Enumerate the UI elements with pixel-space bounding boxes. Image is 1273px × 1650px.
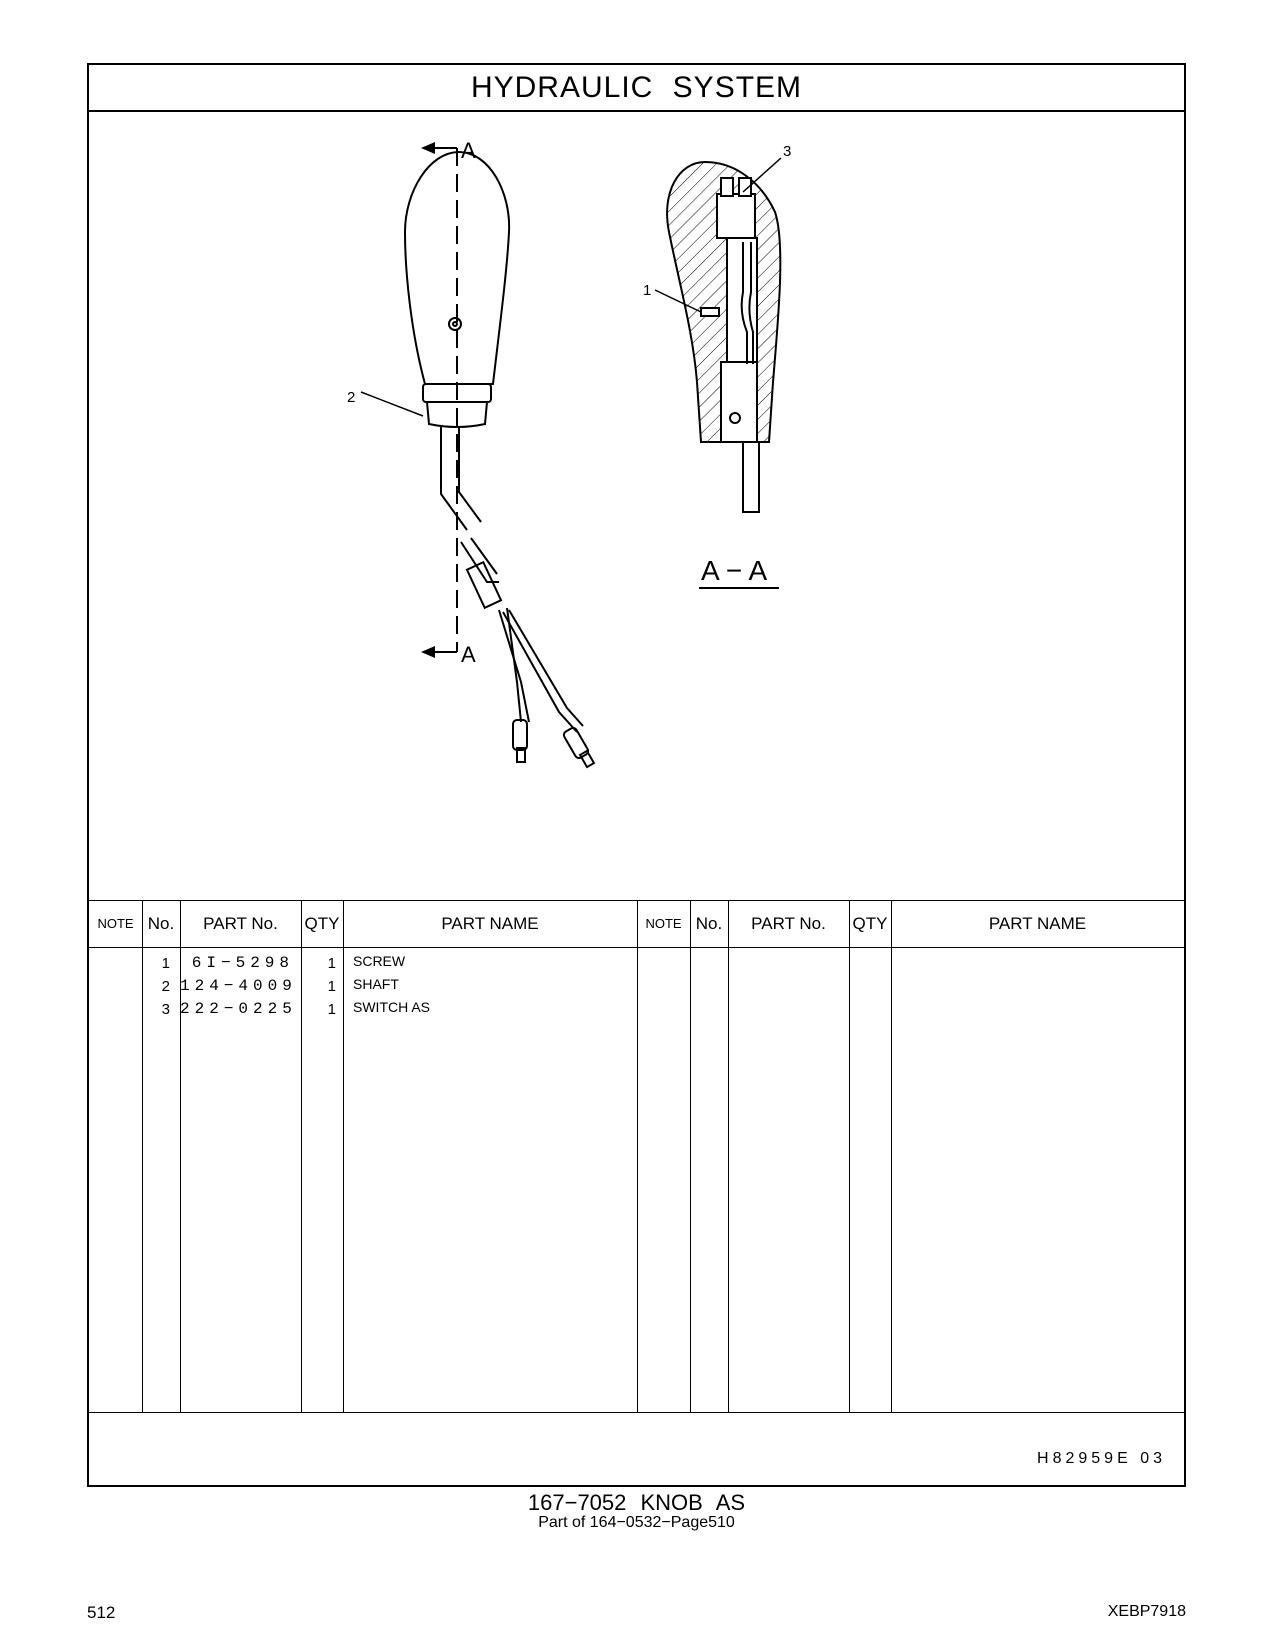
- header-no-left: No.: [147, 914, 175, 933]
- row-3-name: SWITCH AS: [353, 999, 431, 1015]
- row-2-no: 2: [161, 978, 170, 995]
- header-part-no-right: PART No.: [751, 914, 826, 933]
- row-1-part-no: 6I−5298: [191, 954, 294, 972]
- row-1-no: 1: [161, 955, 170, 972]
- cable-out: [743, 442, 759, 512]
- parts-sheet-frame: [87, 63, 1186, 1487]
- row-3-part-no: 222−0225: [180, 1000, 297, 1018]
- cable-sleeve: [467, 562, 501, 608]
- connector-left: [513, 720, 527, 750]
- row-1-name: SCREW: [353, 953, 406, 969]
- row-2-name: SHAFT: [353, 976, 399, 992]
- callout-1: 1: [643, 282, 652, 299]
- row-1-qty: 1: [327, 955, 336, 972]
- callout-3: 3: [783, 143, 792, 160]
- parts-illustration: [89, 112, 1184, 902]
- callout-2: 2: [347, 389, 356, 406]
- header-qty-right: QTY: [852, 914, 888, 933]
- row-3-qty: 1: [327, 1001, 336, 1018]
- page-number: 512: [87, 1603, 116, 1622]
- knob-drawing: [89, 112, 1184, 902]
- row-2-qty: 1: [327, 978, 336, 995]
- row-3-no: 3: [161, 1001, 170, 1018]
- section-arrow-bottom-icon: [421, 646, 435, 658]
- header-part-name-left: PART NAME: [441, 914, 539, 933]
- header-no-right: No.: [695, 914, 723, 933]
- page-title: HYDRAULIC SYSTEM: [89, 65, 1184, 112]
- header-note-right: NOTE: [645, 916, 682, 931]
- section-screw: [701, 308, 719, 316]
- parts-list-table: [89, 900, 1184, 1415]
- row-2-part-no: 124−4009: [180, 977, 297, 995]
- knob-screw-hole: [449, 318, 461, 330]
- section-label: A − A: [701, 555, 768, 586]
- shaft-section: [721, 362, 757, 442]
- header-part-no-left: PART No.: [203, 914, 278, 933]
- section-marker-top: A: [461, 138, 476, 163]
- switch-housing: [717, 194, 755, 238]
- drawing-code: H82959E 03: [1037, 1450, 1166, 1467]
- document-id: XEBP7918: [1107, 1603, 1186, 1620]
- header-part-name-right: PART NAME: [988, 914, 1087, 933]
- header-note-left: NOTE: [97, 916, 134, 931]
- section-marker-bottom: A: [461, 642, 476, 667]
- section-arrow-top-icon: [421, 142, 435, 154]
- assembly-title: 167−7052 KNOB AS: [527, 1490, 746, 1515]
- header-qty-left: QTY: [304, 914, 340, 933]
- assembly-subtitle: Part of 164−0532−Page510: [538, 1514, 735, 1531]
